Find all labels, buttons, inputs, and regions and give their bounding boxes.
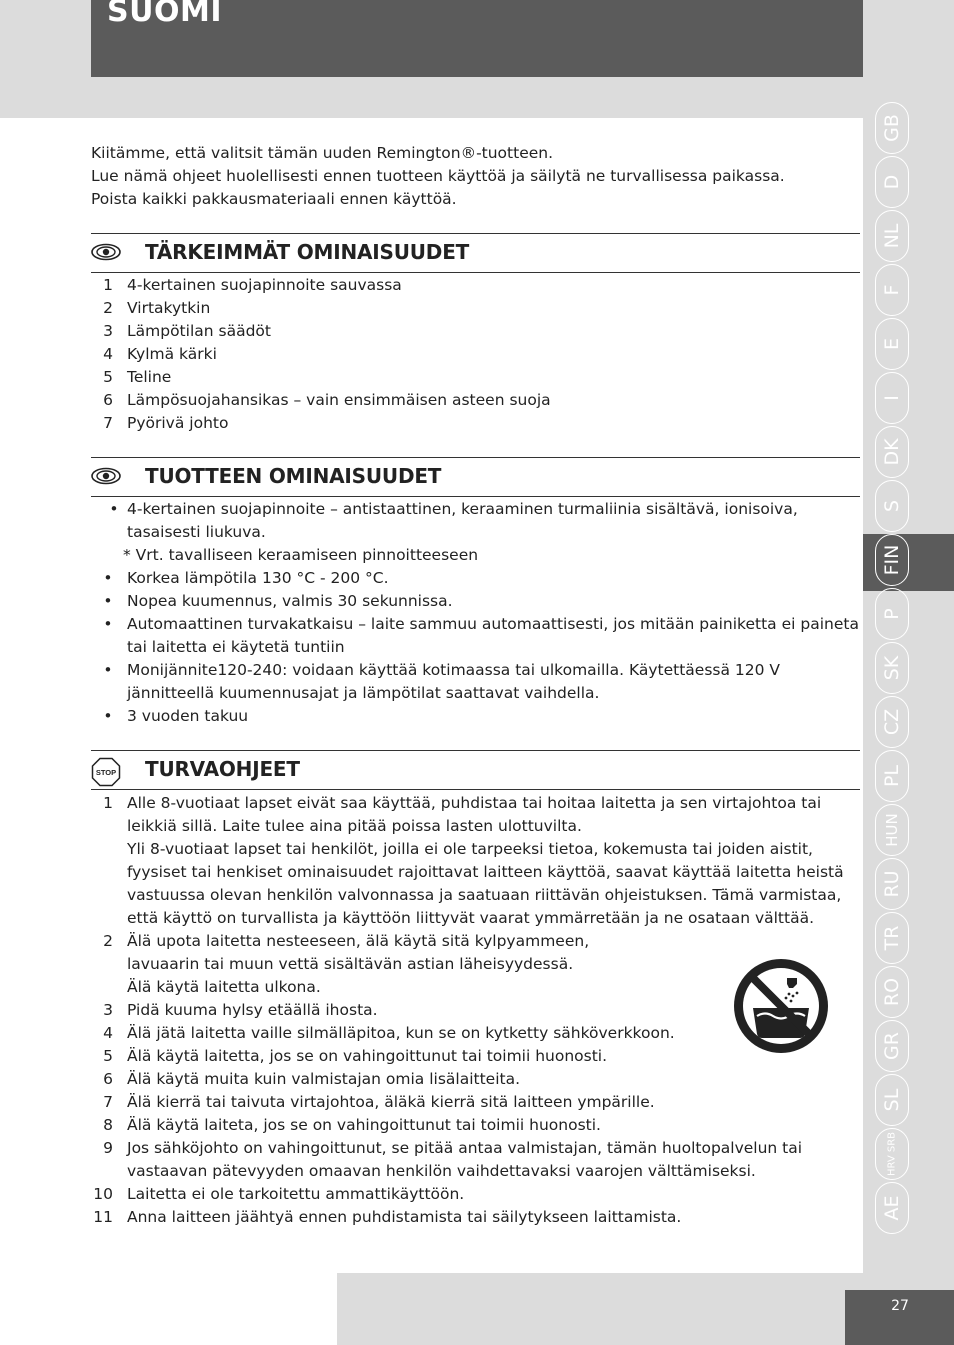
tab-p[interactable]: P [875,588,909,640]
page-number-box [845,1290,954,1345]
tab-s[interactable]: S [875,480,909,532]
list-item: • 4-kertainen suojapinnoite – antistaattinen, keraaminen turmaliinia sisältävä, ionisoiva, tasaisesti liukuva. [109,500,798,541]
list-item: 5 Älä käytä laitetta, jos se on vahingoittunut tai toimii huonosti. [103,1047,608,1065]
list-item: * Vrt. tavalliseen keraamiseen pinnoitteeseen [123,546,479,564]
no-bath-warning-icon [731,956,831,1056]
tab-ro[interactable]: RO [875,966,909,1018]
tab-i[interactable]: I [875,372,909,424]
tab-pl[interactable]: PL [875,750,909,802]
list-item: 4 Kylmä kärki [103,345,217,363]
list-item: 8 Älä käytä laiteta, jos se on vahingoittunut tai toimii huonosti. [103,1116,601,1134]
svg-text:STOP: STOP [95,768,117,777]
list-item: Yli 8-vuotiaat lapset tai henkilöt, joilla ei ole tarpeeksi tietoa, kokemusta tai joiden aistit, fyysiset tai henkiset ominaisuudet rajoittavat laitteen käyttöä, saavat käyttää laitetta heistä vastuussa olevan henkilön valvonnassa ja saatuaan riittävän ohjeistuksen. Tämä varmistaa, että käyttö on turvallista ja käyttöön liittyvät vaarat ymmärretään ja ne osataan välttää. [127,840,844,927]
list-item: • Automaattinen turvakatkaisu – laite sammuu automaattisesti, jos mitään painiketta ei paineta tai laitetta ei käytetä tuntiin [103,615,859,656]
list-item: • 3 vuoden takuu [103,707,249,725]
tab-sl[interactable]: SL [875,1074,909,1126]
page-title: SUOMI [107,0,222,29]
list-item: 6 Lämpösuojahansikas – vain ensimmäisen asteen suoja [103,391,551,409]
list-item: 2 Virtakytkin [103,299,211,317]
tab-cz[interactable]: CZ [875,696,909,748]
section-product-features-header [91,457,860,497]
intro [91,142,851,211]
list-item: 5 Teline [103,368,172,386]
section-title: TUOTTEEN OMINAISUUDET [145,464,442,488]
tab-f[interactable]: F [875,264,909,316]
tab-fin[interactable]: FIN [875,534,909,586]
tab-nl[interactable]: NL [875,210,909,262]
header-bar [91,0,863,77]
list-item: 3 Pidä kuuma hylsy etäällä ihosta. [103,1001,378,1019]
list-item: 10 Laitetta ei ole tarkoitettu ammattikäyttöön. [93,1185,465,1203]
tab-e[interactable]: E [875,318,909,370]
list-item: 4 Älä jätä laitetta vaille silmälläpitoa, kun se on kytketty sähköverkkoon. [103,1024,675,1042]
tab-hrv-srb[interactable]: HRV SRB [875,1128,909,1180]
tab-ae[interactable]: AE [875,1182,909,1234]
list-item: 2 Älä upota laitetta nesteeseen, älä käytä sitä kylpyammeen, lavuaarin tai muun vettä sisältävän astian läheisyydessä. Älä käytä laitetta ulkona. [103,932,590,996]
intro-line: Kiitämme, että valitsit tämän uuden Remington®-tuotteen. [91,144,554,162]
product-features-list [91,498,860,728]
features-list [91,274,860,435]
list-item: • Korkea lämpötila 130 °C - 200 °C. [103,569,389,587]
tab-dk[interactable]: DK [875,426,909,478]
tab-gr[interactable]: GR [875,1020,909,1072]
section-safety-header [91,750,860,790]
tab-d[interactable]: D [875,156,909,208]
tab-tr[interactable]: TR [875,912,909,964]
section-title: TÄRKEIMMÄT OMINAISUUDET [145,240,470,264]
tab-hun[interactable]: HUN [875,804,909,856]
page-number: 27 [891,1298,909,1314]
list-item: 11 Anna laitteen jäähtyä ennen puhdistamista tai säilytykseen laittamista. [93,1208,682,1226]
list-item: 1 Alle 8-vuotiaat lapset eivät saa käyttää, puhdistaa tai hoitaa laitetta ja sen virtajohtoa tai leikkiä sillä. Laite tulee aina pitää poissa lasten ulottuvilta. [103,794,822,835]
eye-icon [91,243,121,261]
list-item: 6 Älä käytä muita kuin valmistajan omia lisälaitteita. [103,1070,521,1088]
eye-icon [91,467,121,485]
tab-sk[interactable]: SK [875,642,909,694]
stop-icon [91,757,121,787]
section-features-header [91,233,860,273]
list-item: • Nopea kuumennus, valmis 30 sekunnissa. [103,592,453,610]
section-title: TURVAOHJEET [145,757,300,781]
list-item: 7 Älä kierrä tai taivuta virtajohtoa, äläkä kierrä sitä laitteen ympärille. [103,1093,655,1111]
tab-gb[interactable]: GB [875,102,909,154]
list-item: 3 Lämpötilan säädöt [103,322,271,340]
list-item: 7 Pyörivä johto [103,414,229,432]
intro-line: Poista kaikki pakkausmateriaali ennen käyttöä. [91,190,457,208]
tab-ru[interactable]: RU [875,858,909,910]
intro-line: Lue nämä ohjeet huolellisesti ennen tuotteen käyttöä ja säilytä ne turvallisessa paikassa. [91,167,785,185]
list-item: 9 Jos sähköjohto on vahingoittunut, se pitää antaa valmistajan, tämän huoltopalvelun tai vastaavan pätevyyden omaavan henkilön vaihdettavaksi vaarojen välttämiseksi. [103,1139,803,1180]
list-item: • Monijännite120-240: voidaan käyttää kotimaassa tai ulkomailla. Käytettäessä 120 V jännitteellä kuumennusajat ja lämpötilat saattavat vaihdella. [103,661,781,702]
list-item: 1 4-kertainen suojapinnoite sauvassa [103,276,402,294]
